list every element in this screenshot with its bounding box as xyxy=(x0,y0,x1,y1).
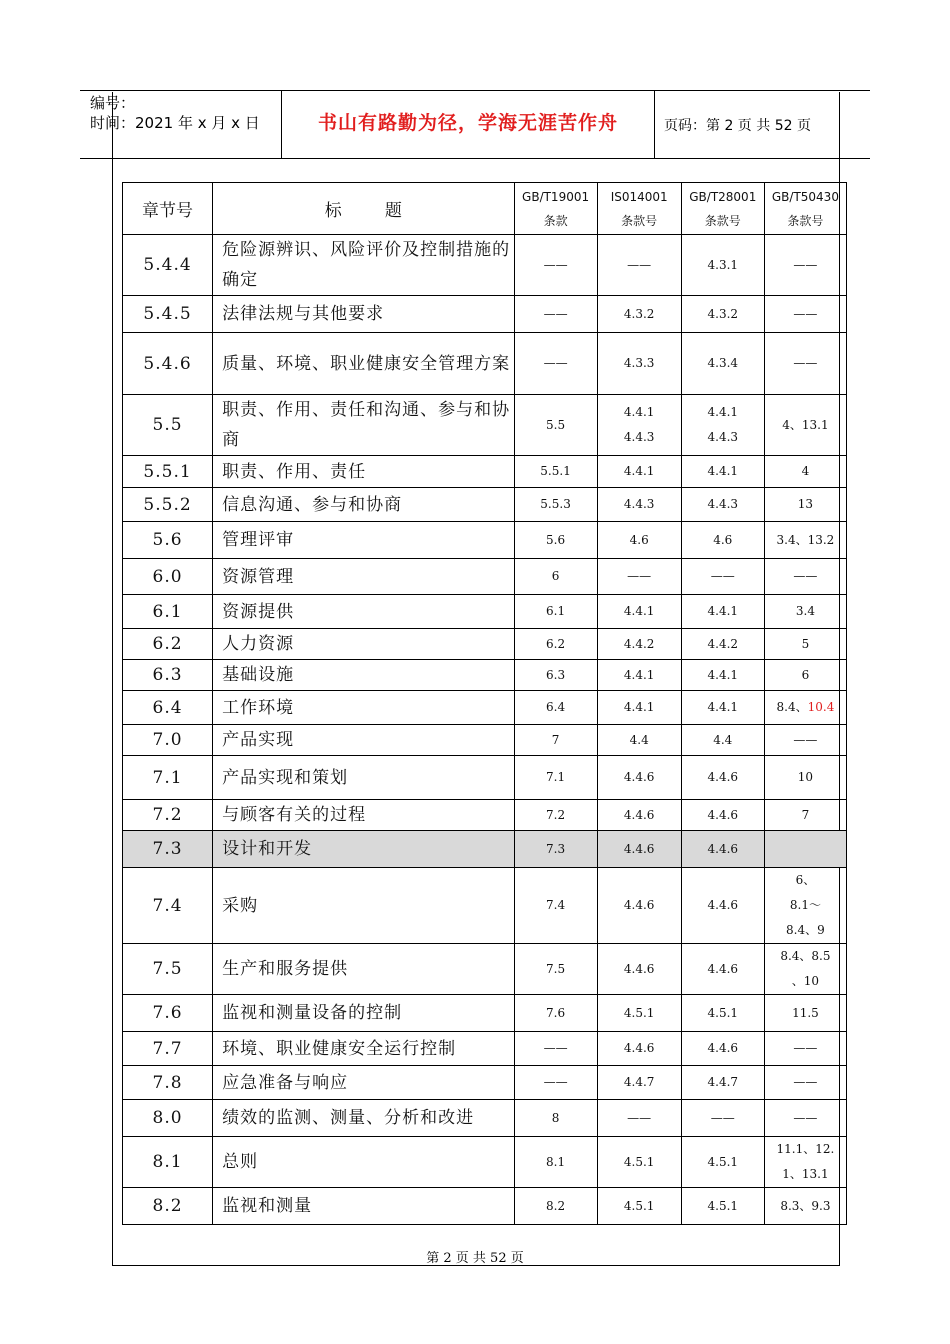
gbt19001-cell: 8 xyxy=(514,1100,597,1137)
gbt50430-cell: 11.1、12. 1、13.1 xyxy=(764,1137,846,1188)
table-row xyxy=(123,1032,847,1066)
gbt28001-cell: 4.5.1 xyxy=(681,995,764,1032)
section-cell: 7.0 xyxy=(123,725,213,756)
gbt50430-cell: 6、 8.1～ 8.4、9 xyxy=(764,868,846,944)
iso14001-cell: 4.4.1 xyxy=(597,595,681,629)
gbt28001-cell: 4.5.1 xyxy=(681,1188,764,1225)
header-motto: 书山有路勤为径，学海无涯苦作舟 xyxy=(317,112,618,134)
section-cell: 5.4.4 xyxy=(123,235,213,296)
table-row xyxy=(123,235,847,296)
table-row xyxy=(123,595,847,629)
section-cell: 6.1 xyxy=(123,595,213,629)
section-cell: 5.5.2 xyxy=(123,488,213,522)
gbt50430-cell: 3.4、13.2 xyxy=(764,522,846,559)
gbt19001-cell: 6.1 xyxy=(514,595,597,629)
iso14001-cell: 4.4.6 xyxy=(597,868,681,944)
gbt28001-cell: 4.4.1 xyxy=(681,595,764,629)
gbt50430-cell: 11.5 xyxy=(764,995,846,1032)
gbt28001-cell: 4.4.2 xyxy=(681,629,764,660)
gbt50430-cell: 7 xyxy=(764,800,846,831)
gbt28001-cell: —— xyxy=(681,559,764,595)
section-cell: 6.3 xyxy=(123,660,213,691)
header-meta xyxy=(90,93,260,133)
title-cell: 管理评审 xyxy=(213,522,514,559)
section-cell: 6.0 xyxy=(123,559,213,595)
gbt28001-cell: 4.4.6 xyxy=(681,1032,764,1066)
gbt50430-cell: —— xyxy=(764,296,846,333)
section-cell: 7.7 xyxy=(123,1032,213,1066)
iso14001-cell: —— xyxy=(597,235,681,296)
iso14001-cell: 4.4.6 xyxy=(597,756,681,800)
section-cell: 7.8 xyxy=(123,1066,213,1100)
gbt19001-cell: 7.1 xyxy=(514,756,597,800)
gbt19001-cell: 7 xyxy=(514,725,597,756)
iso14001-cell: 4.4 xyxy=(597,725,681,756)
iso14001-cell: —— xyxy=(597,1100,681,1137)
gbt50430-cell: 4、13.1 xyxy=(764,395,846,456)
gbt28001-cell: 4.4.6 xyxy=(681,756,764,800)
gbt19001-cell: —— xyxy=(514,296,597,333)
gbt50430-cell: 8.4、10.4 xyxy=(764,691,846,725)
title-cell: 人力资源 xyxy=(213,629,514,660)
iso14001-cell: —— xyxy=(597,559,681,595)
table-row xyxy=(123,296,847,333)
section-cell: 7.6 xyxy=(123,995,213,1032)
iso14001-cell: 4.4.6 xyxy=(597,800,681,831)
gbt19001-cell: 5.5.1 xyxy=(514,456,597,488)
table-row xyxy=(123,488,847,522)
table-row xyxy=(123,725,847,756)
gbt50430-cell: 10 xyxy=(764,756,846,800)
header-divider xyxy=(281,90,282,158)
iso14001-cell: 4.4.1 xyxy=(597,660,681,691)
gbt28001-cell: 4.3.4 xyxy=(681,333,764,395)
gbt28001-cell: 4.4.3 xyxy=(681,488,764,522)
title-cell: 绩效的监测、测量、分析和改进 xyxy=(213,1100,514,1137)
table-header-row xyxy=(123,183,847,235)
gbt28001-cell: 4.4.6 xyxy=(681,868,764,944)
iso14001-cell: 4.4.1 4.4.3 xyxy=(597,395,681,456)
table-row xyxy=(123,1100,847,1137)
header-divider xyxy=(654,90,655,158)
gbt50430-cell: —— xyxy=(764,1100,846,1137)
title-cell: 基础设施 xyxy=(213,660,514,691)
header-top-rule xyxy=(80,90,870,91)
gbt50430-cell: —— xyxy=(764,559,846,595)
gbt50430-cell xyxy=(764,831,846,868)
section-cell: 8.2 xyxy=(123,1188,213,1225)
section-cell: 6.2 xyxy=(123,629,213,660)
table-row xyxy=(123,333,847,395)
gbt28001-cell: 4.4.1 xyxy=(681,691,764,725)
clause-mapping-table xyxy=(122,182,847,1225)
gbt50430-cell: 8.3、9.3 xyxy=(764,1188,846,1225)
title-cell: 产品实现 xyxy=(213,725,514,756)
title-cell: 信息沟通、参与和协商 xyxy=(213,488,514,522)
gbt19001-cell: 7.4 xyxy=(514,868,597,944)
section-cell: 7.4 xyxy=(123,868,213,944)
title-cell: 危险源辨识、风险评价及控制措施的确定 xyxy=(213,235,514,296)
table-row xyxy=(123,944,847,995)
gbt19001-cell: —— xyxy=(514,333,597,395)
gbt28001-cell: 4.4.1 xyxy=(681,660,764,691)
gbt50430-cell: 3.4 xyxy=(764,595,846,629)
gbt50430-cell: —— xyxy=(764,235,846,296)
gbt19001-cell: 5.6 xyxy=(514,522,597,559)
table-row xyxy=(123,691,847,725)
title-cell: 质量、环境、职业健康安全管理方案 xyxy=(213,333,514,395)
doc-number-label: 编号： xyxy=(90,94,136,112)
title-cell: 职责、作用、责任和沟通、参与和协商 xyxy=(213,395,514,456)
section-cell: 5.4.5 xyxy=(123,296,213,333)
gbt50430-cell: —— xyxy=(764,1032,846,1066)
gbt50430-cell: —— xyxy=(764,333,846,395)
gbt19001-cell: 7.3 xyxy=(514,831,597,868)
highlighted-clause: 10.4 xyxy=(807,700,835,714)
gbt19001-cell: 6.2 xyxy=(514,629,597,660)
title-cell: 监视和测量 xyxy=(213,1188,514,1225)
title-cell: 监视和测量设备的控制 xyxy=(213,995,514,1032)
title-cell: 产品实现和策划 xyxy=(213,756,514,800)
table-row xyxy=(123,395,847,456)
title-cell: 资源提供 xyxy=(213,595,514,629)
section-cell: 8.0 xyxy=(123,1100,213,1137)
section-cell: 6.4 xyxy=(123,691,213,725)
title-cell: 职责、作用、责任 xyxy=(213,456,514,488)
table-row xyxy=(123,559,847,595)
header-bottom-rule xyxy=(80,158,870,159)
iso14001-cell: 4.4.6 xyxy=(597,831,681,868)
section-cell: 8.1 xyxy=(123,1137,213,1188)
gbt50430-cell: 8.4、8.5 、10 xyxy=(764,944,846,995)
section-cell: 5.6 xyxy=(123,522,213,559)
header-iso14001: IS014001 条款号 xyxy=(597,183,681,235)
iso14001-cell: 4.4.3 xyxy=(597,488,681,522)
iso14001-cell: 4.4.1 xyxy=(597,691,681,725)
gbt19001-cell: —— xyxy=(514,235,597,296)
table-row xyxy=(123,1137,847,1188)
doc-time: 时间：2021 年 x 月 x 日 xyxy=(90,114,260,132)
iso14001-cell: 4.4.2 xyxy=(597,629,681,660)
iso14001-cell: 4.4.6 xyxy=(597,1032,681,1066)
section-cell: 7.1 xyxy=(123,756,213,800)
gbt19001-cell: 6.3 xyxy=(514,660,597,691)
table-row xyxy=(123,660,847,691)
section-cell: 7.5 xyxy=(123,944,213,995)
table-row xyxy=(123,756,847,800)
gbt50430-cell: —— xyxy=(764,725,846,756)
section-cell: 5.5 xyxy=(123,395,213,456)
gbt19001-cell: 7.5 xyxy=(514,944,597,995)
table-row xyxy=(123,1188,847,1225)
title-cell: 总则 xyxy=(213,1137,514,1188)
gbt28001-cell: 4.4.6 xyxy=(681,831,764,868)
gbt28001-cell: 4.4.1 xyxy=(681,456,764,488)
gbt28001-cell: 4.6 xyxy=(681,522,764,559)
table-row xyxy=(123,456,847,488)
gbt28001-cell: 4.4.6 xyxy=(681,800,764,831)
iso14001-cell: 4.5.1 xyxy=(597,1188,681,1225)
gbt28001-cell: 4.4 xyxy=(681,725,764,756)
gbt28001-cell: 4.4.6 xyxy=(681,944,764,995)
iso14001-cell: 4.4.6 xyxy=(597,944,681,995)
table-row xyxy=(123,995,847,1032)
gbt19001-cell: 6 xyxy=(514,559,597,595)
title-cell: 法律法规与其他要求 xyxy=(213,296,514,333)
gbt19001-cell: 7.6 xyxy=(514,995,597,1032)
table-row xyxy=(123,629,847,660)
title-cell: 应急准备与响应 xyxy=(213,1066,514,1100)
gbt50430-cell: 5 xyxy=(764,629,846,660)
iso14001-cell: 4.4.7 xyxy=(597,1066,681,1100)
title-cell: 工作环境 xyxy=(213,691,514,725)
section-cell: 5.4.6 xyxy=(123,333,213,395)
gbt28001-cell: —— xyxy=(681,1100,764,1137)
gbt50430-cell: 6 xyxy=(764,660,846,691)
title-cell: 环境、职业健康安全运行控制 xyxy=(213,1032,514,1066)
gbt28001-cell: 4.4.7 xyxy=(681,1066,764,1100)
section-cell: 7.2 xyxy=(123,800,213,831)
header-gbt28001: GB/T28001 条款号 xyxy=(681,183,764,235)
iso14001-cell: 4.6 xyxy=(597,522,681,559)
gbt19001-cell: 5.5 xyxy=(514,395,597,456)
title-cell: 与顾客有关的过程 xyxy=(213,800,514,831)
header-page-info: 页码：第 2 页 共 52 页 xyxy=(664,118,811,134)
gbt28001-cell: 4.3.1 xyxy=(681,235,764,296)
gbt50430-cell: 4 xyxy=(764,456,846,488)
page-footer: 第 2 页 共 52 页 xyxy=(426,1251,524,1266)
section-cell: 5.5.1 xyxy=(123,456,213,488)
gbt19001-cell: —— xyxy=(514,1066,597,1100)
title-cell: 设计和开发 xyxy=(213,831,514,868)
title-cell: 采购 xyxy=(213,868,514,944)
iso14001-cell: 4.5.1 xyxy=(597,995,681,1032)
gbt50430-cell: 13 xyxy=(764,488,846,522)
table-row xyxy=(123,800,847,831)
section-cell: 7.3 xyxy=(123,831,213,868)
iso14001-cell: 4.3.3 xyxy=(597,333,681,395)
gbt19001-cell: 8.1 xyxy=(514,1137,597,1188)
table-row xyxy=(123,1066,847,1100)
gbt28001-cell: 4.3.2 xyxy=(681,296,764,333)
gbt19001-cell: 7.2 xyxy=(514,800,597,831)
header-gbt50430: GB/T50430 条款号 xyxy=(764,183,846,235)
title-cell: 生产和服务提供 xyxy=(213,944,514,995)
gbt50430-cell: —— xyxy=(764,1066,846,1100)
header-gbt19001: GB/T19001 条款 xyxy=(514,183,597,235)
header-title: 标 题 xyxy=(213,183,514,235)
title-cell: 资源管理 xyxy=(213,559,514,595)
table-row xyxy=(123,868,847,944)
gbt19001-cell: 8.2 xyxy=(514,1188,597,1225)
table-row xyxy=(123,522,847,559)
gbt28001-cell: 4.5.1 xyxy=(681,1137,764,1188)
gbt19001-cell: 6.4 xyxy=(514,691,597,725)
iso14001-cell: 4.3.2 xyxy=(597,296,681,333)
iso14001-cell: 4.5.1 xyxy=(597,1137,681,1188)
gbt28001-cell: 4.4.1 4.4.3 xyxy=(681,395,764,456)
gbt19001-cell: 5.5.3 xyxy=(514,488,597,522)
iso14001-cell: 4.4.1 xyxy=(597,456,681,488)
table-row-highlighted xyxy=(123,831,847,868)
gbt19001-cell: —— xyxy=(514,1032,597,1066)
header-section: 章节号 xyxy=(123,183,213,235)
